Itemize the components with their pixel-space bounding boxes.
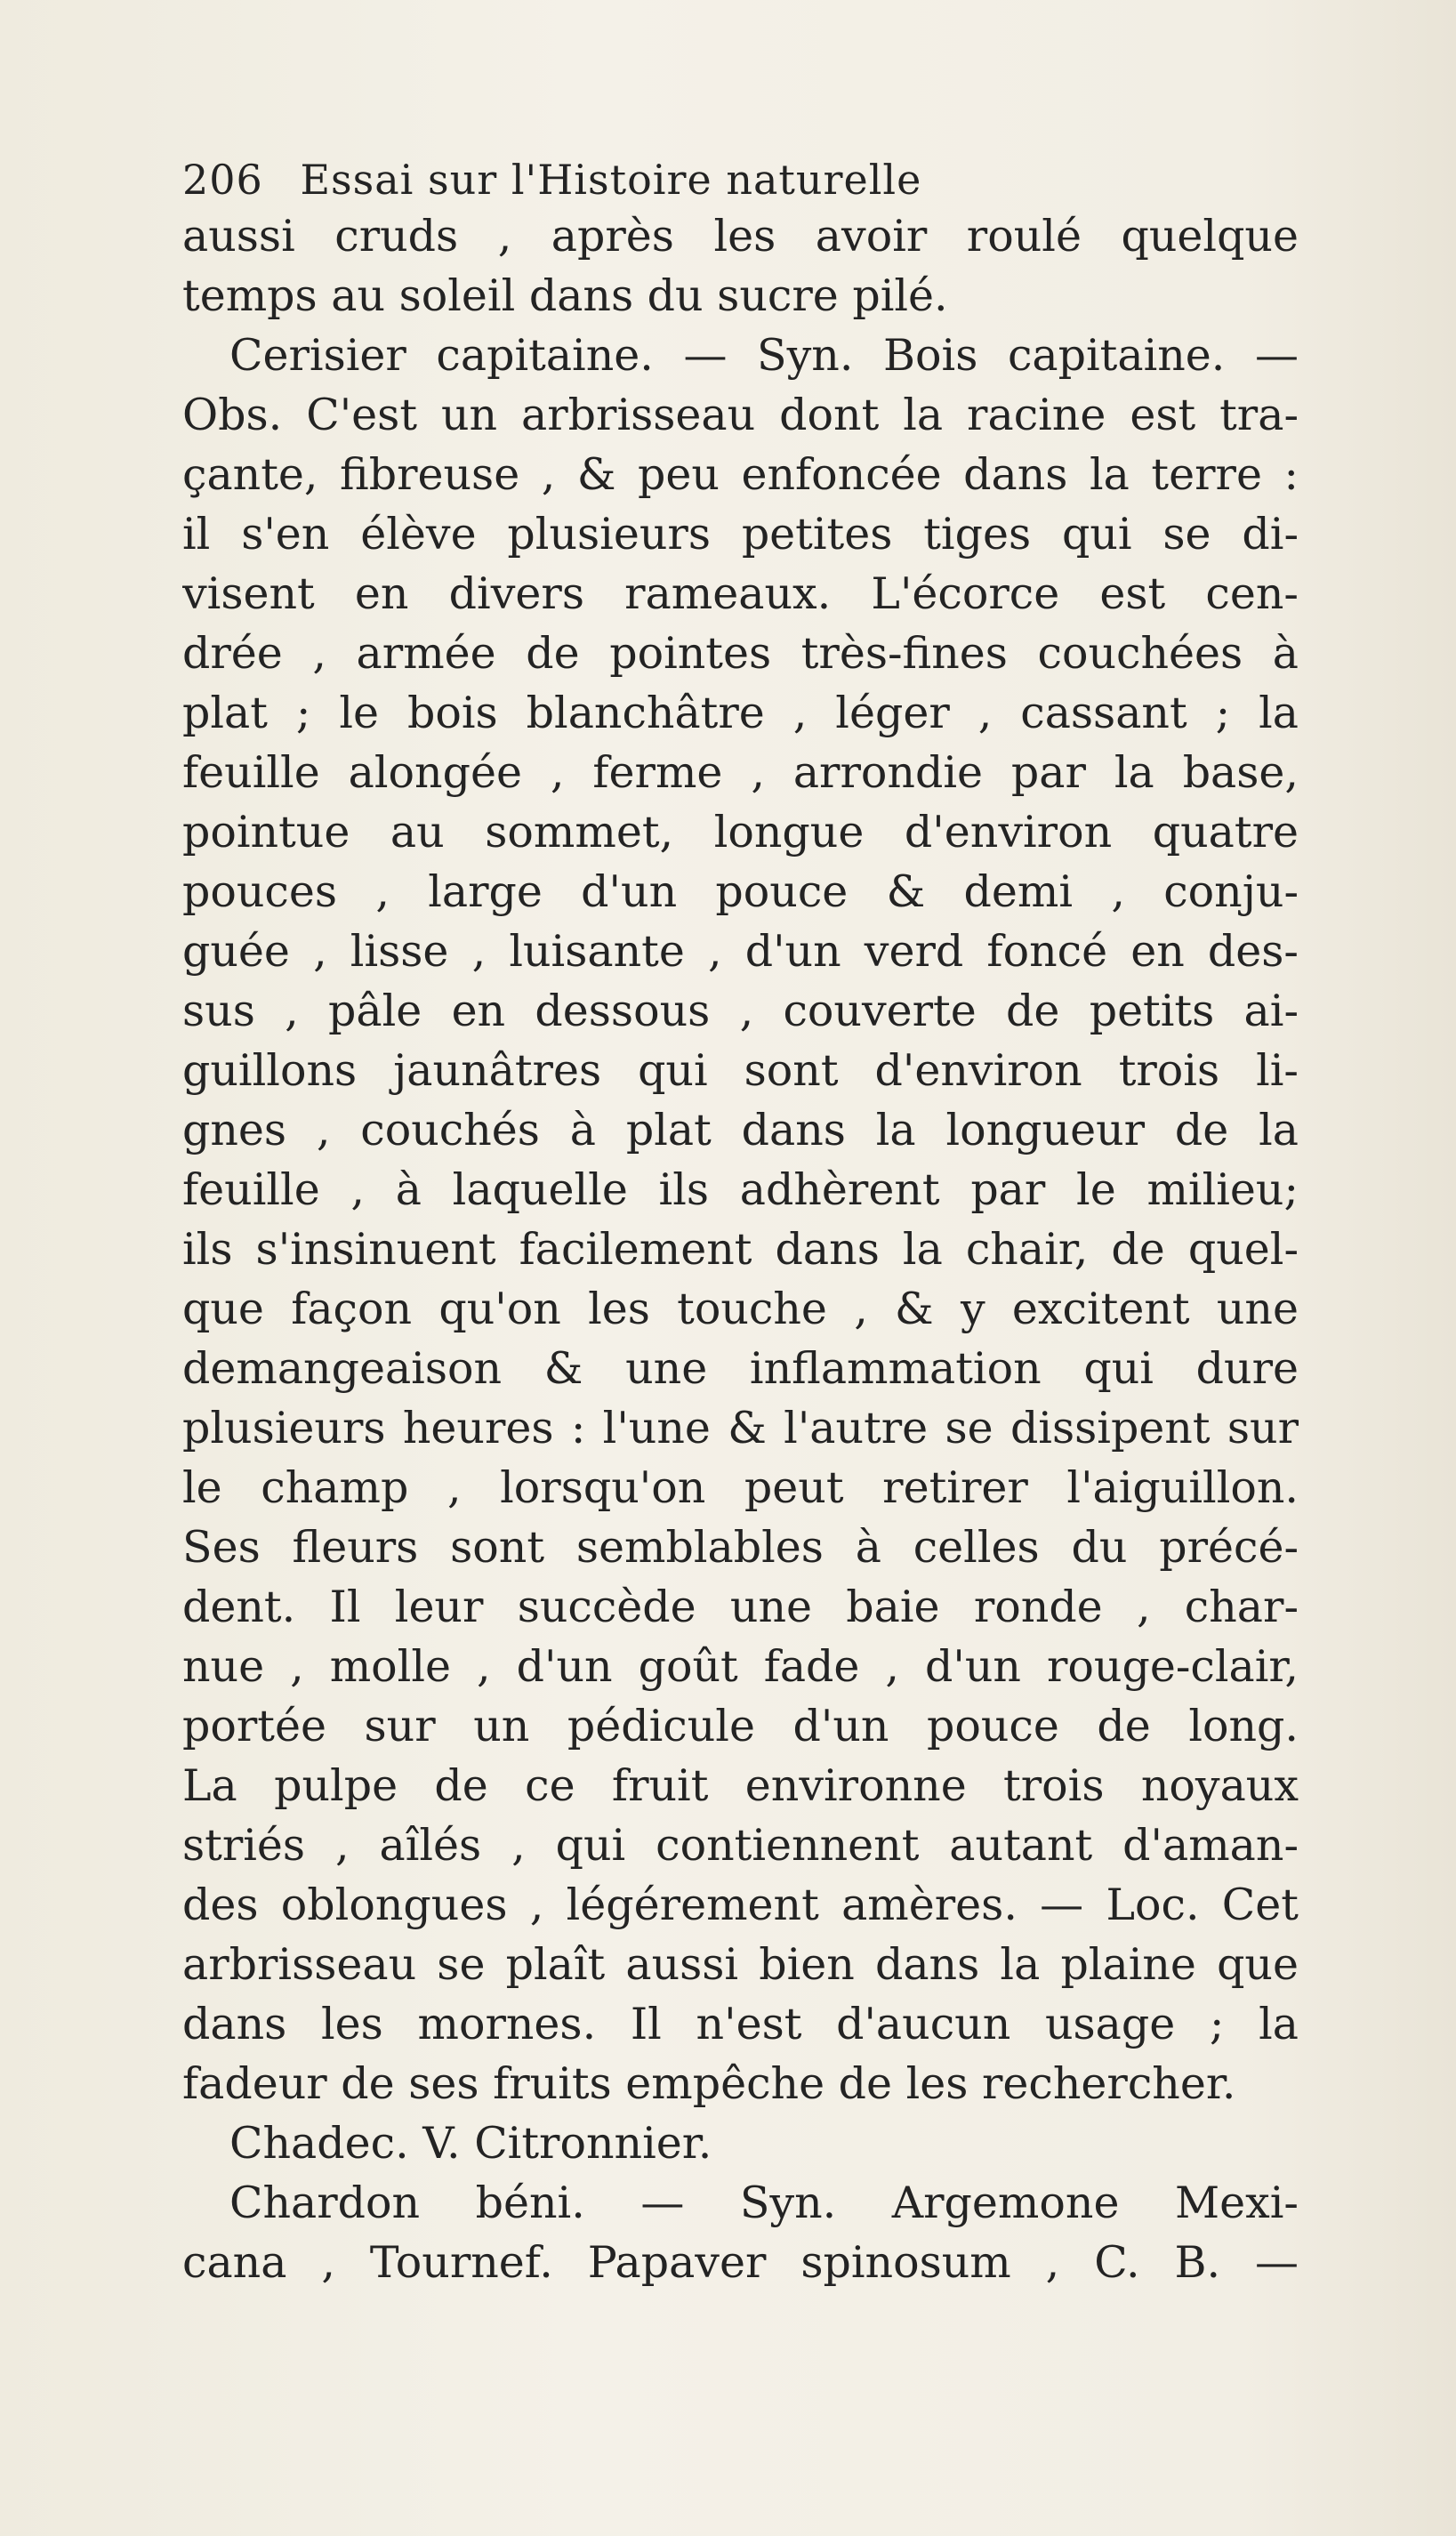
entry-chadec: Chadec. V. Citronnier. bbox=[229, 2118, 712, 2169]
text-line: sus , pâle en dessous , couverte de petits ai- bbox=[182, 986, 1299, 1036]
text-line: portée sur un pédicule d'un pouce de long. bbox=[182, 1701, 1299, 1751]
text-line: le champ , lorsqu'on peut retirer l'aiguillon. bbox=[182, 1462, 1299, 1513]
text-line: plusieurs heures : l'une & l'autre se dissipent sur bbox=[182, 1403, 1299, 1453]
text-line: gnes , couchés à plat dans la longueur de la bbox=[182, 1105, 1299, 1155]
text-line: que façon qu'on les touche , & y excitent une bbox=[182, 1284, 1299, 1334]
text-line: aussi cruds , après les avoir roulé quelque bbox=[182, 211, 1299, 262]
text-line: drée , armée de pointes très-fines couchées à bbox=[182, 628, 1299, 679]
text-line: dent. Il leur succède une baie ronde , char- bbox=[182, 1582, 1299, 1632]
running-title: Essai sur l'Histoire naturelle bbox=[300, 156, 922, 204]
text-line: Ses fleurs sont semblables à celles du précé- bbox=[182, 1522, 1299, 1573]
text-line: dans les mornes. Il n'est d'aucun usage ; la bbox=[182, 1999, 1299, 2049]
text-line: demangeaison & une inflammation qui dure bbox=[182, 1343, 1299, 1394]
text-line: des oblongues , légérement amères. — Loc. Cet bbox=[182, 1880, 1299, 1930]
text-line: guée , lisse , luisante , d'un verd foncé en des- bbox=[182, 926, 1299, 977]
page-header bbox=[182, 153, 1321, 206]
text-line: feuille , à laquelle ils adhèrent par le milieu; bbox=[182, 1164, 1299, 1215]
text-line: cana , Tournef. Papaver spinosum , C. B. — bbox=[182, 2237, 1299, 2288]
text-line: pointue au sommet, longue d'environ quatre bbox=[182, 807, 1299, 857]
text-line: plat ; le bois blanchâtre , léger , cassant ; la bbox=[182, 688, 1299, 738]
text-line: striés , aîlés , qui contiennent autant d'aman- bbox=[182, 1820, 1299, 1871]
text-line: nue , molle , d'un goût fade , d'un rouge-clair, bbox=[182, 1641, 1299, 1692]
text-line: fadeur de ses fruits empêche de les rechercher. bbox=[182, 2058, 1236, 2109]
text-line: La pulpe de ce fruit environne trois noyaux bbox=[182, 1760, 1299, 1811]
text-line: visent en divers rameaux. L'écorce est cen- bbox=[182, 568, 1299, 619]
page-number: 206 bbox=[182, 156, 263, 204]
text-line: ils s'insinuent facilement dans la chair, de quel- bbox=[182, 1224, 1299, 1275]
text-line: Obs. C'est un arbrisseau dont la racine est tra- bbox=[182, 390, 1299, 440]
text-line: feuille alongée , ferme , arrondie par la base, bbox=[182, 747, 1299, 798]
body-text bbox=[182, 206, 1299, 2292]
text-line: temps au soleil dans du sucre pilé. bbox=[182, 270, 948, 321]
text-line: pouces , large d'un pouce & demi , conju- bbox=[182, 866, 1299, 917]
text-line: arbrisseau se plaît aussi bien dans la plaine que bbox=[182, 1939, 1299, 1990]
text-line: il s'en élève plusieurs petites tiges qui se di- bbox=[182, 509, 1299, 560]
text-line: çante, fibreuse , & peu enfoncée dans la terre : bbox=[182, 449, 1299, 500]
text-line: guillons jaunâtres qui sont d'environ trois li- bbox=[182, 1045, 1299, 1096]
entry-chardon-beni: Chardon béni. — Syn. Argemone Mexi- bbox=[229, 2178, 1299, 2228]
entry-cerisier-capitaine: Cerisier capitaine. — Syn. Bois capitaine. — bbox=[229, 330, 1299, 381]
